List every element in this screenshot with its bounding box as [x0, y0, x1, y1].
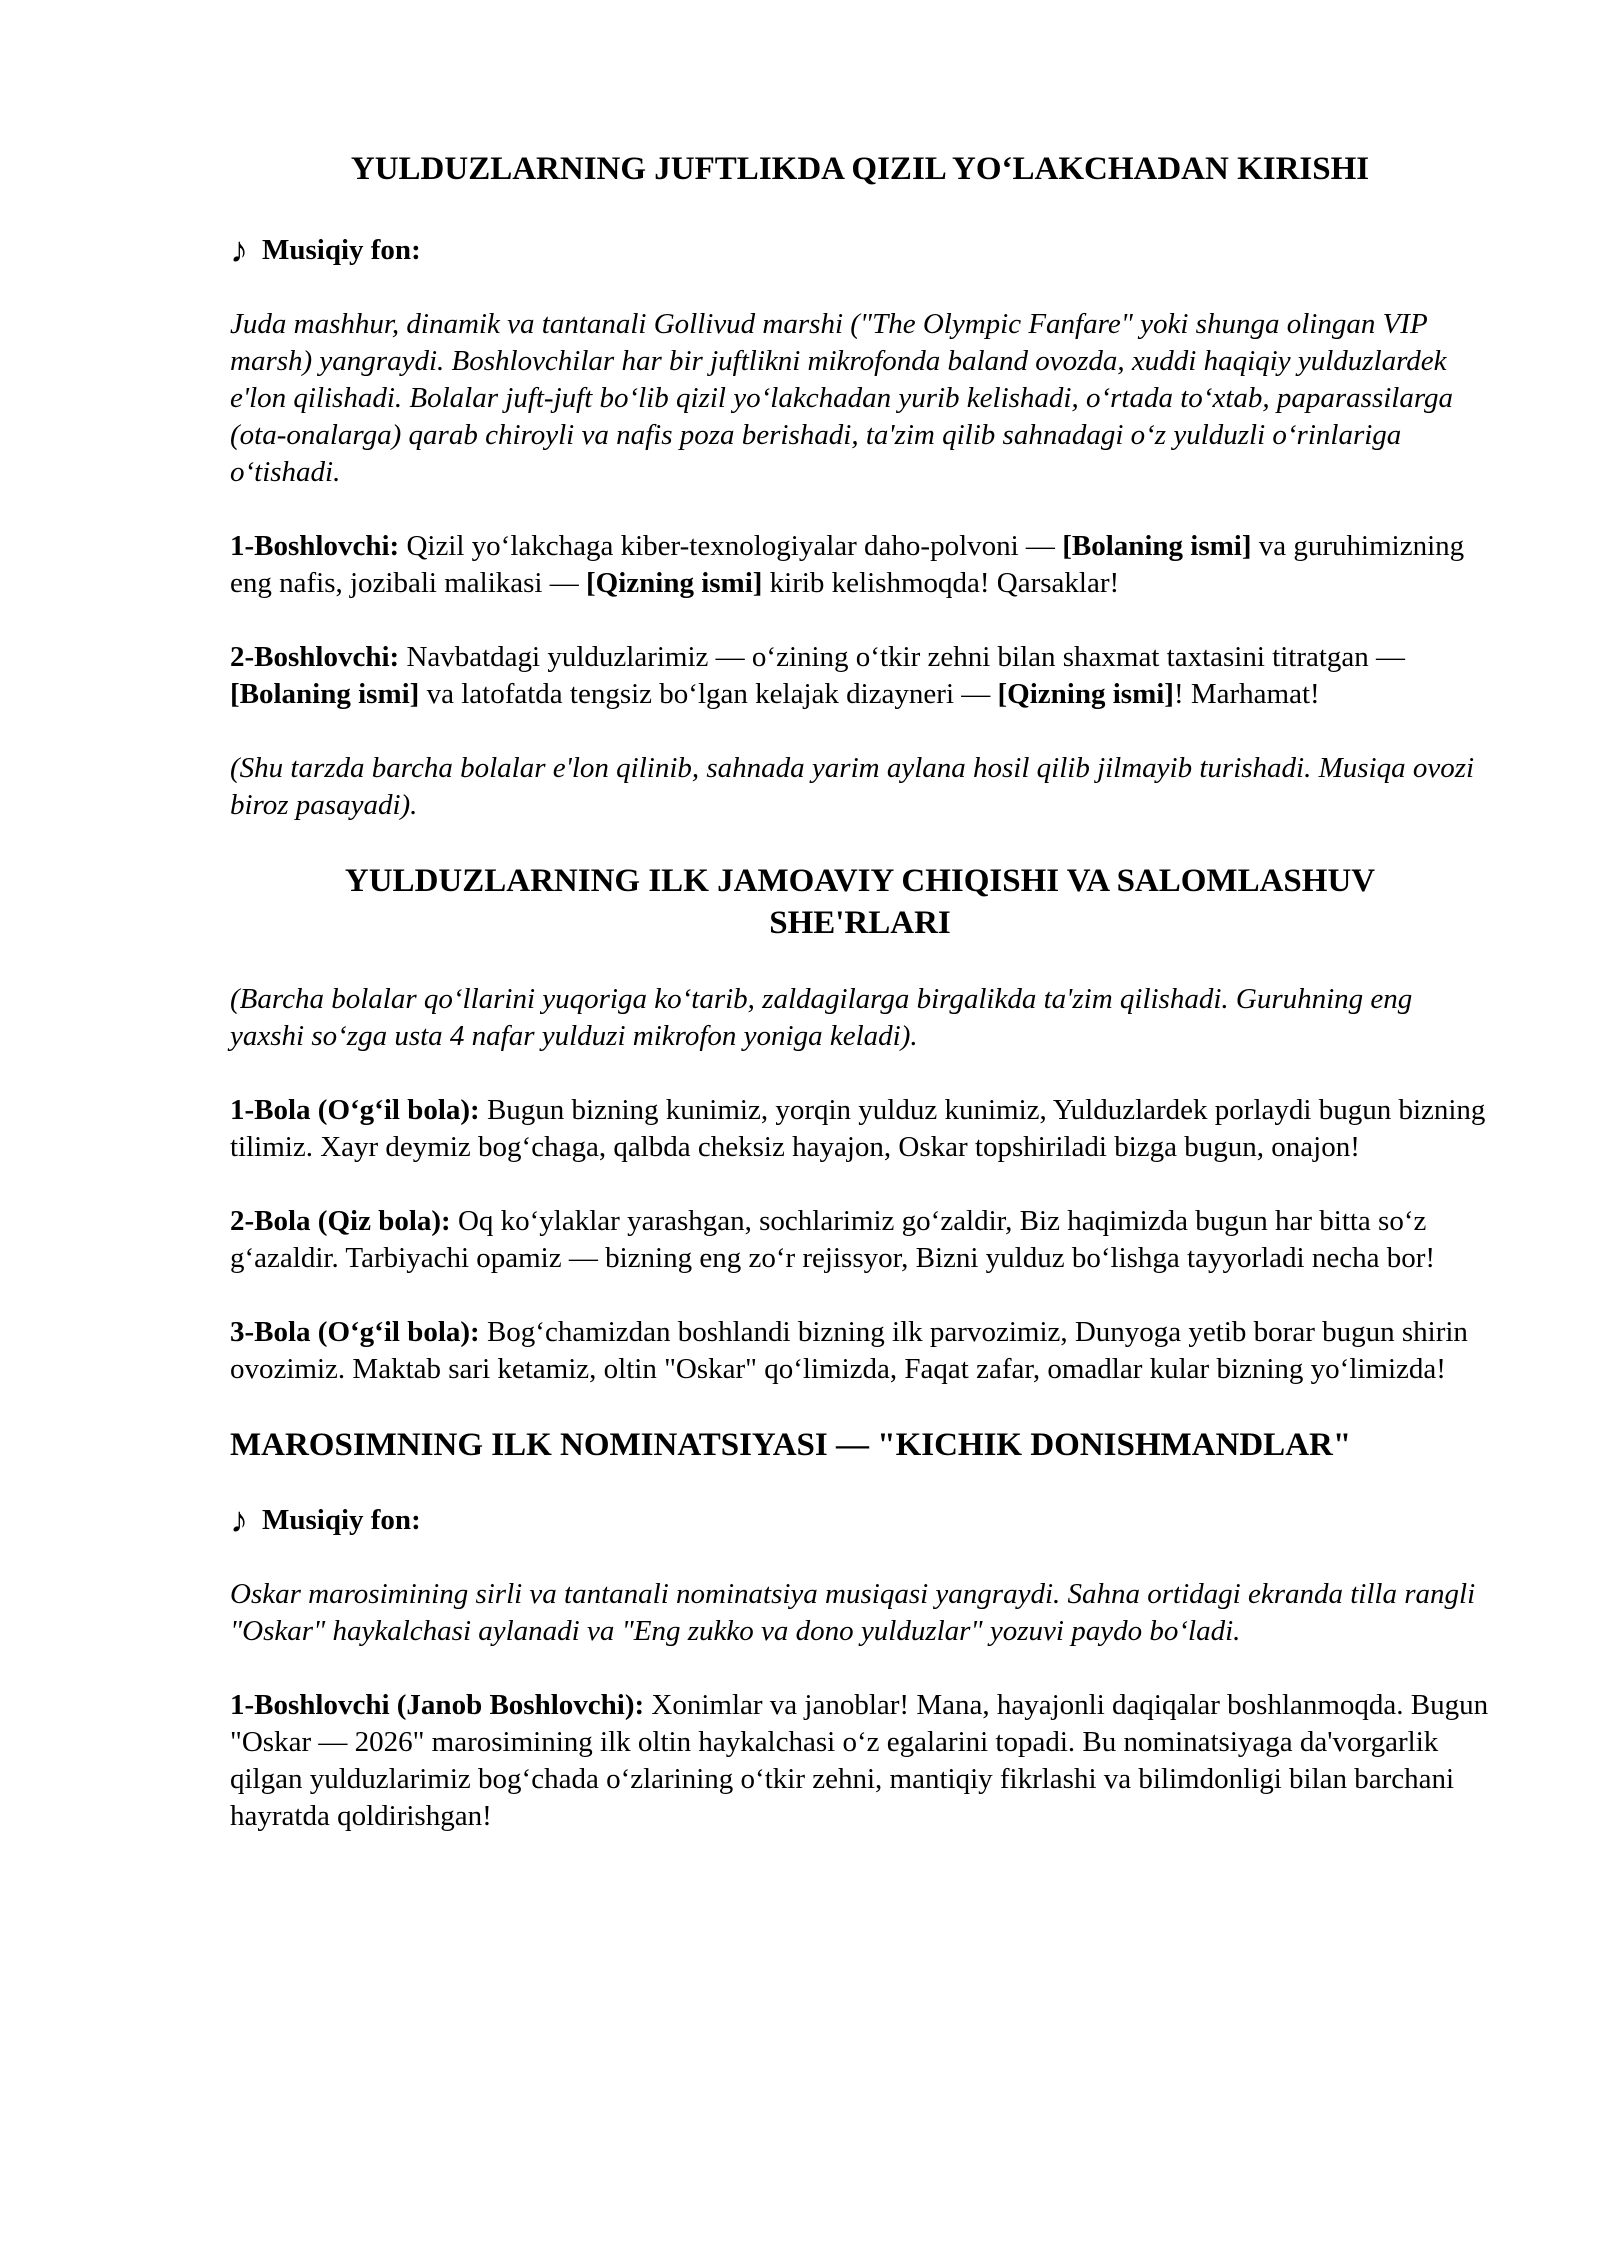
speaker-label: 2-Boshlovchi:	[230, 641, 400, 673]
music-background-label: Musiqiy fon:	[262, 234, 421, 266]
kid3-poem	[230, 1314, 1490, 1388]
section-title-first-nomination: MAROSIMNING ILK NOMINATSIYASI — "KICHIK DONISHMANDLAR"	[230, 1427, 1352, 1463]
speech-text: Xonimlar va janoblar! Mana, hayajonli daqiqalar boshlanmoqda. Bugun "Oskar — 2026" marosimining ilk oltin haykalchasi o‘z egalarini topadi. Bu nominatsiyaga da'vorgarlik qilgan yulduzlarimiz bog‘chada o‘zlarining o‘tkir zehni, mantiqiy fikrlashi va bilimdonligi bilan barchani hayratda qoldirishgan!	[230, 1689, 1489, 1832]
speaker-label: 1-Boshlovchi:	[230, 530, 400, 562]
host1-nomination-speech	[230, 1687, 1490, 1835]
speech-text: Navbatdagi yulduzlarimiz — o‘zining o‘tkir zehni bilan shaxmat taxtasini titratgan —	[399, 641, 1406, 673]
speech-text: Qizil yo‘lakchaga kiber-texnologiyalar daho-polvoni —	[399, 530, 1063, 562]
speech-text: ! Marhamat!	[1173, 678, 1320, 710]
boy-name-placeholder: [Bolaning ismi]	[230, 678, 420, 710]
poem-text: Bog‘chamizdan boshlandi bizning ilk parvozimiz, Dunyoga yetib borar bugun shirin ovozimiz. Maktab sari ketamiz, oltin "Oskar" qo‘limizda, Faqat zafar, omadlar kular bizning yo‘limizda!	[230, 1316, 1468, 1385]
girl-name-placeholder: [Qizning ismi]	[997, 678, 1174, 710]
girl-name-placeholder: [Qizning ismi]	[585, 567, 763, 599]
music-note-icon: ♪	[230, 230, 248, 270]
poem-text: Bugun bizning kunimiz, yorqin yulduz kunimiz, Yulduzlardek porlaydi bugun bizning tilimiz. Xayr deymiz bog‘chaga, qalbda cheksiz hayajon, Oskar topshiriladi bizga bugun, onajon!	[230, 1094, 1486, 1163]
music-background-label: Musiqiy fon:	[262, 1504, 421, 1536]
poem-text: Oq ko‘ylaklar yarashgan, sochlarimiz go‘zaldir, Biz haqimizda bugun har bitta so‘z g‘azaldir. Tarbiyachi opamiz — bizning eng zo‘r rejissyor, Bizni yulduz bo‘lishga tayyorladi necha bor!	[230, 1205, 1436, 1274]
speech-text: kirib kelishmoqda! Qarsaklar!	[762, 567, 1120, 599]
speaker-label: 3-Bola (O‘g‘il bola):	[230, 1316, 480, 1348]
kid1-poem	[230, 1092, 1490, 1166]
music-note-icon: ♪	[230, 1500, 248, 1540]
host2-announcement	[230, 639, 1490, 713]
stage-direction: (Barcha bolalar qo‘llarini yuqoriga ko‘tarib, zaldagilarga birgalikda ta'zim qilishadi. Guruhning eng yaxshi so‘zga usta 4 nafar yulduzi mikrofon yoniga keladi).	[230, 983, 1413, 1052]
stage-direction: (Shu tarzda barcha bolalar e'lon qilinib, sahnada yarim aylana hosil qilib jilmayib turishadi. Musiqa ovozi biroz pasayadi).	[230, 752, 1475, 821]
music-description: Juda mashhur, dinamik va tantanali Gollivud marshi ("The Olympic Fanfare" yoki shunga olingan VIP marsh) yangraydi. Boshlovchilar har bir juftlikni mikrofonda baland ovozda, xuddi haqiqiy yulduzlardek e'lon qilishadi. Bolalar juft-juft bo‘lib qizil yo‘lakchadan yurib kelishadi, o‘rtada to‘xtab, paparassilarga (ota-onalarga) qarab chiroyli va nafis poza berishadi, ta'zim qilib sahnadagi o‘z yulduzli o‘rinlariga o‘tishadi.	[230, 308, 1454, 488]
speech-text: va guruhimizning eng nafis, jozibali malikasi —	[230, 530, 1465, 599]
music-description: Oskar marosimining sirli va tantanali nominatsiya musiqasi yangraydi. Sahna ortidagi ekranda tilla rangli "Oskar" haykalchasi aylanadi va "Eng zukko va dono yulduzlar" yozuvi paydo bo‘ladi.	[230, 1578, 1476, 1647]
speaker-label: 1-Bola (O‘g‘il bola):	[230, 1094, 480, 1126]
boy-name-placeholder: [Bolaning ismi]	[1062, 530, 1252, 562]
speaker-label: 2-Bola (Qiz bola):	[230, 1205, 451, 1237]
kid2-poem	[230, 1203, 1490, 1277]
host1-announcement	[230, 528, 1490, 602]
music-background-heading	[230, 232, 1490, 269]
music-background-heading	[230, 1502, 1490, 1539]
speech-text: va latofatda tengsiz bo‘lgan kelajak dizayneri —	[419, 678, 998, 710]
section-title-greeting-poems: YULDUZLARNING ILK JAMOAVIY CHIQISHI VA SALOMLASHUV SHE'RLARI	[344, 863, 1376, 941]
speaker-label: 1-Boshlovchi (Janob Boshlovchi):	[230, 1689, 645, 1721]
section-title-red-carpet: YULDUZLARNING JUFTLIKDA QIZIL YO‘LAKCHADAN KIRISHI	[350, 151, 1370, 187]
